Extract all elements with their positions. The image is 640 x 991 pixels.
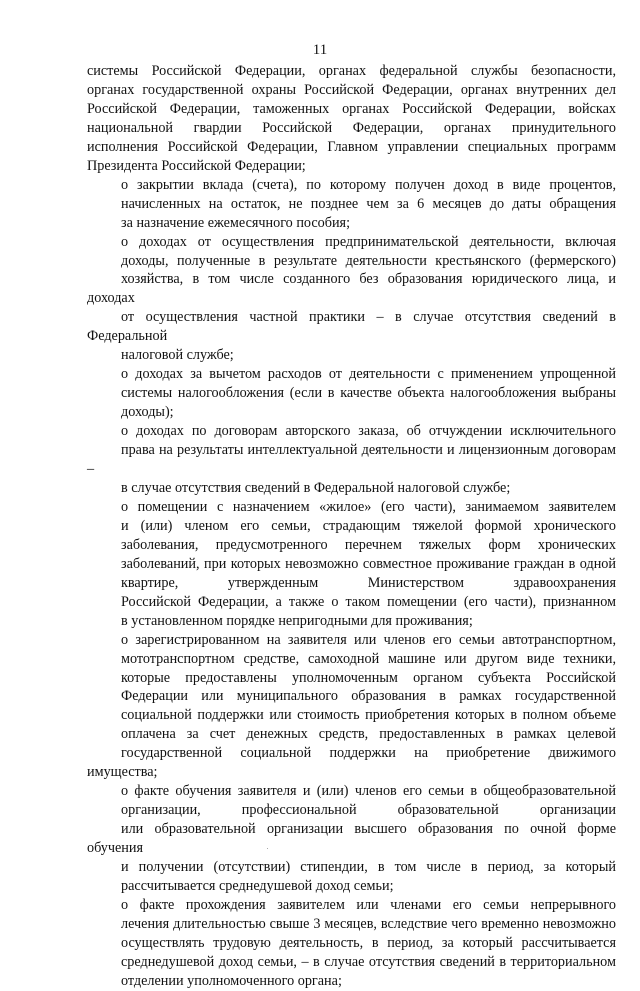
text-line: организации, профессиональной образовательной организации xyxy=(121,802,616,819)
paragraph-deposit-closure xyxy=(87,176,616,233)
page-number: 11 xyxy=(312,42,328,58)
text-line: органах государственной охраны Российской Федерации, органах внутренних дел xyxy=(87,81,616,98)
text-line: доходы, полученные в результате деятельности крестьянского (фермерского) xyxy=(121,252,616,269)
text-line: о доходах за вычетом расходов от деятельности с применением упрощенной xyxy=(121,366,616,383)
text-line: Российской Федерации, таможенных органах Российской Федерации, войсках xyxy=(87,100,616,117)
text-line: оплачена за счет денежных средств, предоставленных в рамках целевой xyxy=(121,726,616,743)
text-line: государственной социальной поддержки на приобретение движимого имущества; xyxy=(87,745,616,781)
text-line: заболевания, предусмотренного перечнем тяжелых форм хронических xyxy=(121,536,616,553)
text-line: мототранспортном средстве, самоходной машине или другом виде техники, xyxy=(121,650,616,667)
paragraph-continuation xyxy=(87,62,616,176)
text-line: налоговой службе; xyxy=(121,347,234,364)
scan-speck xyxy=(267,848,268,849)
document-body xyxy=(87,62,616,991)
text-line: о доходах от осуществления предпринимательской деятельности, включая xyxy=(121,233,616,250)
text-line: и получении (отсутствии) стипендии, в том числе в период, за который xyxy=(121,859,616,876)
text-line: от осуществления частной практики – в случае отсутствия сведений в Федеральной xyxy=(87,309,616,345)
text-line: о зарегистрированном на заявителя или членов его семьи автотранспортном, xyxy=(121,631,616,648)
text-line: квартире, утвержденным Министерством здравоохранения xyxy=(121,574,616,591)
text-line: Президента Российской Федерации; xyxy=(87,157,306,174)
text-line: о помещении с назначением «жилое» (его части), занимаемом заявителем xyxy=(121,498,616,515)
text-line: лечения длительностью свыше 3 месяцев, вследствие чего временно невозможно xyxy=(121,915,616,932)
text-line: заболеваний, при которых невозможно совместное проживание граждан в одной xyxy=(121,555,616,572)
paragraph-business-income xyxy=(87,233,616,366)
text-line: Федерации или муниципального образования в рамках государственной xyxy=(121,688,616,705)
text-line: исполнения Российской Федерации, Главном управлении специальных программ xyxy=(87,138,616,155)
text-line: за назначение ежемесячного пособия; xyxy=(121,214,351,231)
text-line: или образовательной организации высшего образования по очной форме обучения xyxy=(87,821,616,857)
text-line: и (или) членом его семьи, страдающим тяжелой формой хронического xyxy=(121,517,616,534)
paragraph-residential-premises xyxy=(87,498,616,631)
paragraph-author-contracts xyxy=(87,422,616,498)
text-line: о факте обучения заявителя и (или) членов его семьи в общеобразовательной xyxy=(121,783,616,800)
text-line: в установленном порядке непригодными для проживания; xyxy=(121,612,473,629)
text-line: начисленных на остаток, не позднее чем за 6 месяцев до даты обращения xyxy=(121,195,616,212)
text-line: о доходах по договорам авторского заказа, об отчуждении исключительного xyxy=(121,423,616,440)
text-line: рассчитывается среднедушевой доход семьи; xyxy=(121,877,394,894)
text-line: в случае отсутствия сведений в Федеральной налоговой службе; xyxy=(121,479,511,496)
paragraph-medical-treatment xyxy=(87,896,616,991)
text-line: среднедушевой доход семьи, – в случае отсутствия сведений в территориальном xyxy=(121,953,616,970)
text-line: осуществлять трудовую деятельность, в период, за который рассчитывается xyxy=(121,934,616,951)
paragraph-education xyxy=(87,782,616,896)
text-line: о закрытии вклада (счета), по которому получен доход в виде процентов, xyxy=(121,176,616,193)
text-line: отделении уполномоченного органа; xyxy=(121,972,342,989)
paragraph-registered-vehicles xyxy=(87,631,616,783)
text-line: которые предоставлены уполномоченным органом субъекта Российской xyxy=(121,669,616,686)
text-line: права на результаты интеллектуальной деятельности и лицензионным договорам – xyxy=(87,442,616,478)
text-line: доходы); xyxy=(121,404,174,421)
text-line: системы Российской Федерации, органах федеральной службы безопасности, xyxy=(87,63,616,79)
paragraph-simplified-tax xyxy=(87,365,616,422)
text-line: о факте прохождения заявителем или членами его семьи непрерывного xyxy=(121,896,616,913)
text-line: социальной поддержки или стоимость приобретения которых в полном объеме xyxy=(121,707,616,724)
text-line: национальной гвардии Российской Федерации, органах принудительного xyxy=(87,119,616,136)
text-line: системы налогообложения (если в качестве объекта налогообложения выбраны xyxy=(121,385,616,402)
text-line: хозяйства, в том числе созданного без образования юридического лица, и доходах xyxy=(87,271,616,307)
text-line: Российской Федерации, а также о таком помещении (его части), признанном xyxy=(121,593,616,610)
